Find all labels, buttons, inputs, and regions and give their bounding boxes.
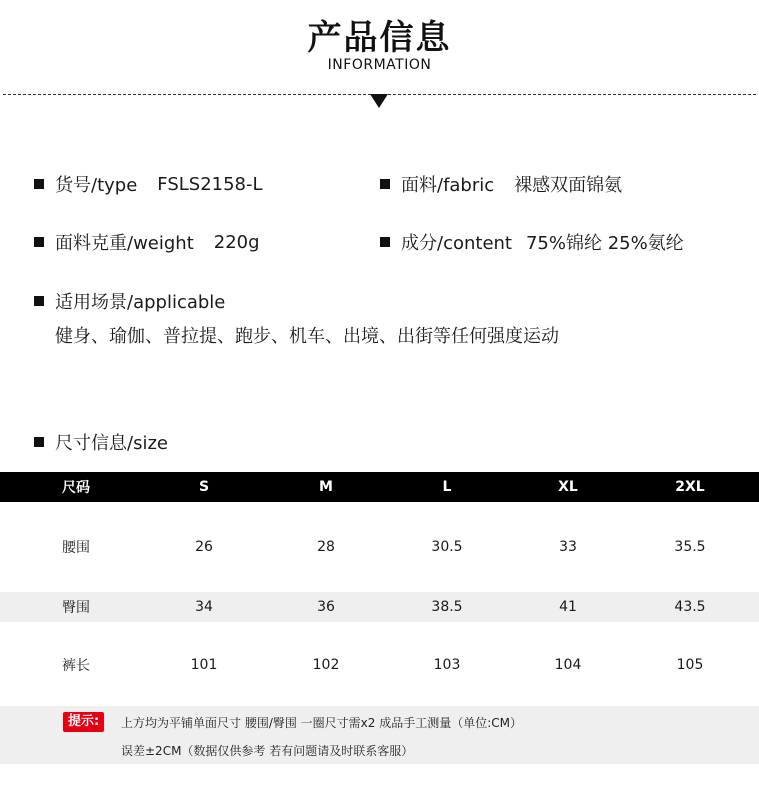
fabric-label: 面料/fabric — [401, 175, 495, 196]
square-bullet-icon — [34, 437, 44, 447]
weight-value: 220g — [213, 231, 260, 253]
page-title: 产品信息 — [307, 18, 452, 58]
table-cell: 101 — [190, 657, 218, 673]
square-bullet-icon — [34, 179, 44, 189]
table-cell: 26 — [195, 539, 213, 555]
item-no-label: 货号/type — [55, 175, 138, 196]
table-cell: 102 — [312, 657, 340, 673]
info-applicable — [34, 288, 225, 314]
header-cell: M — [319, 479, 333, 495]
row-label: 臀围 — [62, 600, 90, 616]
header-cell: 尺码 — [62, 480, 90, 496]
table-cell: 38.5 — [431, 599, 463, 615]
content-label: 成分/content — [401, 233, 512, 254]
row-label: 裤长 — [62, 658, 90, 674]
applicable-label: 适用场景/applicable — [55, 292, 226, 313]
table-cell: 103 — [433, 657, 461, 673]
info-item-no — [34, 171, 263, 197]
table-cell: 30.5 — [431, 539, 463, 555]
page-subtitle: INFORMATION — [327, 57, 432, 73]
header-cell: L — [442, 479, 452, 495]
square-bullet-icon — [34, 237, 44, 247]
table-cell: 34 — [195, 599, 213, 615]
applicable-value: 健身、瑜伽、普拉提、跑步、机车、出境、出街等任何强度运动 — [55, 326, 559, 347]
header-cell: S — [198, 479, 210, 495]
row-label: 腰围 — [62, 540, 90, 556]
table-cell: 33 — [559, 539, 577, 555]
table-row — [0, 636, 759, 694]
tip-text-line1: 上方均为平铺单面尺寸 腰围/臀围 一圈尺寸需x2 成品手工测量（单位:CM） — [121, 716, 523, 730]
header-cell: 2XL — [675, 479, 705, 495]
table-cell: 43.5 — [674, 599, 706, 615]
item-no-value: FSLS2158-L — [157, 173, 263, 195]
table-row — [0, 518, 759, 576]
table-cell: 105 — [676, 657, 704, 673]
header-cell: XL — [558, 479, 578, 495]
size-table-header — [0, 472, 759, 502]
square-bullet-icon — [34, 296, 44, 306]
table-cell: 104 — [554, 657, 582, 673]
table-cell: 28 — [317, 539, 335, 555]
table-cell: 35.5 — [674, 539, 706, 555]
tip-badge: 提示: — [63, 712, 104, 732]
square-bullet-icon — [380, 179, 390, 189]
table-row — [0, 592, 759, 622]
down-triangle-icon — [370, 94, 388, 108]
weight-label: 面料克重/weight — [55, 233, 194, 254]
square-bullet-icon — [380, 237, 390, 247]
info-weight — [34, 229, 260, 255]
table-cell: 41 — [559, 599, 577, 615]
tip-text-line2: 误差±2CM（数据仅供参考 若有问题请及时联系客服） — [121, 744, 414, 758]
info-content — [380, 229, 684, 255]
size-label: 尺寸信息/size — [55, 433, 168, 454]
content-value: 75%锦纶 25%氨纶 — [525, 233, 684, 254]
tip-box — [0, 706, 759, 764]
table-cell: 36 — [317, 599, 335, 615]
info-fabric — [380, 171, 622, 197]
size-section-heading — [34, 429, 168, 455]
fabric-value: 裸感双面锦氨 — [514, 175, 623, 196]
